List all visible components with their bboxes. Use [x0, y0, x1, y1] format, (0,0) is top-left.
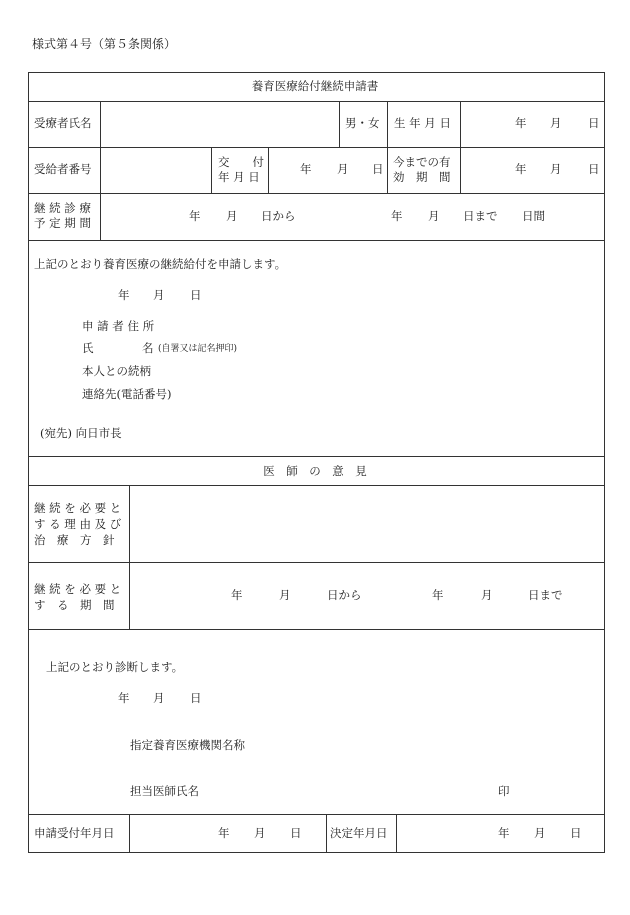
day-label: 日 [588, 116, 600, 130]
month-label: 月 [254, 826, 266, 840]
month-label: 月 [428, 209, 440, 223]
rule [326, 814, 327, 852]
day-label: 日 [290, 826, 302, 840]
rule [28, 72, 605, 73]
issue-date-label-line1: 交 付 [218, 155, 264, 169]
day-label: 日 [570, 826, 582, 840]
contact-label: 連絡先(電話番号) [82, 387, 172, 401]
validity-label-line2: 効 期 間 [393, 170, 451, 184]
applicant-name-label-1: 氏 [82, 341, 94, 355]
day-label: 日 [190, 288, 202, 302]
dob-label: 生 年 月 日 [394, 116, 451, 130]
from-label: 日から [261, 209, 296, 223]
form-title: 養育医療給付継続申請書 [251, 79, 379, 93]
reason-label [34, 500, 121, 548]
month-label: 月 [481, 588, 493, 602]
year-label: 年 [391, 209, 403, 223]
year-label: 年 [300, 162, 312, 176]
recipient-number-label: 受給者番号 [34, 162, 92, 176]
month-label: 月 [534, 826, 546, 840]
doctor-name-label: 担当医師氏名 [130, 784, 199, 798]
year-label: 年 [218, 826, 230, 840]
days-label: 日間 [522, 209, 545, 223]
year-label: 年 [515, 116, 527, 130]
required-period-label-line2: す る 期 間 [34, 598, 115, 612]
year-label: 年 [432, 588, 444, 602]
rule [28, 562, 605, 563]
until-label: 日まで [528, 588, 563, 602]
until-label: 日まで [463, 209, 498, 223]
year-label: 年 [118, 288, 130, 302]
rule [387, 147, 388, 193]
rule [28, 485, 605, 486]
rule [460, 101, 461, 193]
seal-mark: 印 [498, 784, 510, 798]
rule [129, 814, 130, 852]
rule [211, 147, 212, 193]
year-label: 年 [498, 826, 510, 840]
rule [387, 101, 388, 147]
day-label: 日 [190, 691, 202, 705]
applicant-address-label: 申 請 者 住 所 [82, 319, 155, 333]
continue-period-label [34, 201, 91, 231]
form-number: 様式第４号（第５条関係） [32, 37, 177, 51]
rule [28, 193, 605, 194]
month-label: 月 [279, 588, 291, 602]
validity-period-label [393, 155, 451, 185]
rule [604, 72, 605, 853]
continue-period-label-line1: 継 続 診 療 [34, 201, 91, 215]
rule [28, 629, 605, 630]
continue-period-label-line2: 予 定 期 間 [34, 216, 91, 230]
day-label: 日 [372, 162, 384, 176]
required-period-label-line1: 継 続 を 必 要 と [34, 582, 122, 596]
reason-label-line1: 継 続 を 必 要 と [34, 501, 122, 515]
month-label: 月 [153, 288, 165, 302]
rule [28, 147, 605, 148]
institution-name-label: 指定養育医療機関名称 [130, 738, 245, 752]
rule [28, 456, 605, 457]
month-label: 月 [153, 691, 165, 705]
required-period-label [34, 581, 121, 613]
year-label: 年 [189, 209, 201, 223]
applicant-name-label-2: 名 [142, 341, 154, 355]
month-label: 月 [550, 116, 562, 130]
rule [396, 814, 397, 852]
rule [28, 852, 605, 853]
sex-option[interactable]: 男・女 [345, 116, 380, 130]
rule [28, 814, 605, 815]
issue-date-label-line2: 年 月 日 [218, 170, 260, 184]
year-label: 年 [231, 588, 243, 602]
receipt-date-label: 申請受付年月日 [34, 826, 115, 840]
month-label: 月 [226, 209, 238, 223]
rule [339, 101, 340, 147]
day-label: 日 [588, 162, 600, 176]
patient-name-label: 受療者氏名 [34, 116, 92, 130]
from-label: 日から [327, 588, 362, 602]
reason-label-line3: 治 療 方 針 [34, 533, 115, 547]
rule [129, 485, 130, 629]
rule [28, 101, 605, 102]
application-statement: 上記のとおり養育医療の継続給付を申請します。 [34, 257, 287, 271]
decision-date-label: 決定年月日 [330, 826, 388, 840]
rule [28, 240, 605, 241]
issue-date-label [218, 155, 264, 185]
month-label: 月 [550, 162, 562, 176]
addressee: (宛先) 向日市長 [40, 426, 122, 440]
signature-note: (自署又は記名押印) [158, 344, 238, 354]
rule [268, 147, 269, 193]
rule [100, 101, 101, 240]
year-label: 年 [515, 162, 527, 176]
month-label: 月 [337, 162, 349, 176]
rule [28, 72, 29, 853]
year-label: 年 [118, 691, 130, 705]
diagnosis-statement: 上記のとおり診断します。 [46, 660, 184, 674]
reason-label-line2: す る 理 由 及 び [34, 517, 122, 531]
relationship-label: 本人との続柄 [82, 364, 151, 378]
doctor-opinion-title: 医 師 の 意 見 [263, 464, 367, 478]
validity-label-line1: 今までの有 [393, 155, 451, 169]
